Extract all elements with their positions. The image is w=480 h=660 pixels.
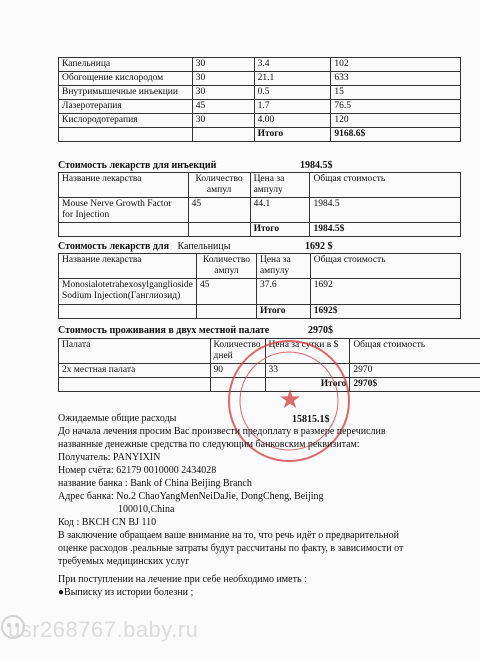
cell-procedure: Капельница [59, 58, 193, 72]
total-label: Итого [254, 128, 331, 142]
expected-expenses-label: Ожидаемые общие расходы [58, 413, 177, 424]
recipient: Получатель: PANYIXIN [58, 452, 161, 463]
cell-price: 33 [265, 364, 350, 378]
cell-quantity: 45 [196, 279, 256, 305]
cell-price: 44.1 [250, 198, 310, 223]
procedures-row [59, 58, 461, 72]
note-line-2: оценке расходов .реальные затраты будут рассчитаны по факту, в зависимости от [58, 543, 404, 554]
injections-header-row [59, 173, 461, 198]
cell-days: 45 [192, 100, 254, 114]
cell-drug-name: Mouse Nerve Growth Factor for Injection [59, 198, 189, 223]
total-value: 1984.5$ [310, 223, 461, 237]
cell-procedure: Лазеротерапия [59, 100, 193, 114]
bank-address-1: Адрес банка: No.2 ChaoYangMenNeiDaJie, DongCheng, Beijing [58, 491, 324, 502]
drip-section-title: Стоимость лекарств для Капельницы [58, 241, 231, 252]
cell-days: 30 [192, 72, 254, 86]
header-quantity: Количество ампул [196, 254, 256, 279]
cell-total: 1692 [310, 279, 460, 305]
header-total: Общая стоимость [310, 173, 461, 198]
total-label: Итого [265, 378, 350, 392]
procedures-total-row [59, 128, 461, 142]
header-price-per-day: Цена за сутки в $ [265, 339, 350, 364]
header-drug-name: Название лекарства [59, 173, 189, 198]
drip-total-row [59, 305, 461, 319]
procedures-row [59, 72, 461, 86]
injections-total-row [59, 223, 461, 237]
cell-price: 3.4 [254, 58, 331, 72]
drip-table [58, 253, 461, 319]
total-label: Итого [250, 223, 310, 237]
cell-price: 37.6 [256, 279, 310, 305]
injections-section-amount: 1984.5$ [300, 160, 333, 171]
procedures-row [59, 114, 461, 128]
header-quantity: Количество ампул [188, 173, 250, 198]
cell-days: 90 [210, 364, 265, 378]
cell-price: 1.7 [254, 100, 331, 114]
ward-section-amount: 2970$ [308, 325, 333, 336]
cell-total: 1984.5 [310, 198, 461, 223]
drip-header-row [59, 254, 461, 279]
bank-address-2: 100010,China [118, 504, 175, 515]
total-label: Итого [256, 305, 310, 319]
cell-total: 102 [331, 58, 461, 72]
stamp-star-icon: ★ [278, 385, 302, 414]
header-price: Цена за ампулу [250, 173, 310, 198]
cell-drug-name: Monosialotetrahexosylganglioside Sodium Injection(Ганглиозид) [59, 279, 197, 305]
header-drug-name: Название лекарства [59, 254, 197, 279]
total-value: 9168.6$ [331, 128, 461, 142]
bank-code: Код : BKCH CN BJ 110 [58, 517, 157, 528]
total-value: 2970$ [350, 378, 480, 392]
drip-row [59, 279, 461, 305]
header-price: Цена за ампулу [256, 254, 310, 279]
cell-total: 15 [331, 86, 461, 100]
requirement-bullet: ●Выписку из истории болезни ; [58, 587, 194, 598]
cell-ward: 2х местная палата [59, 364, 211, 378]
cell-days: 30 [192, 86, 254, 100]
note-line-3: требуемых медицинских услуг [58, 556, 190, 567]
header-ward: Палата [59, 339, 211, 364]
header-total: Общая стоимость [350, 339, 480, 364]
expected-expenses-value: 15815.1$ [292, 414, 330, 425]
header-total: Общая стоимость [310, 254, 460, 279]
cell-procedure: Кислородотерапия [59, 114, 193, 128]
procedures-row [59, 100, 461, 114]
ward-section-title: Стоимость проживания в двух местной палате [58, 325, 270, 336]
note-line-1: В заключение обращаем ваше внимание на то, что речь идёт о предварительной [58, 530, 399, 541]
cell-quantity: 45 [188, 198, 250, 223]
total-value: 1692$ [310, 305, 460, 319]
injections-section-title: Стоимость лекарств для инъекций [58, 160, 217, 171]
cell-procedure: Обогощение кислородом [59, 72, 193, 86]
cell-days: 30 [192, 114, 254, 128]
cell-total: 633 [331, 72, 461, 86]
header-days: Количество дней [210, 339, 265, 364]
procedures-row [59, 86, 461, 100]
watermark-text: usr268767.baby.ru [8, 617, 199, 642]
cell-total: 120 [331, 114, 461, 128]
cell-days: 30 [192, 58, 254, 72]
procedures-table [58, 57, 461, 142]
cell-total: 2970 [350, 364, 480, 378]
cell-price: 21.1 [254, 72, 331, 86]
arrival-requirements: При поступлении на лечение при себе необходимо иметь : [58, 574, 307, 585]
bank-name: название банка : Bank of China Beijing Branch [58, 478, 252, 489]
drip-section-amount: 1692 $ [305, 241, 333, 252]
prepayment-line-1: До начала лечения просим Вас произвести предоплату в размере перечислив [58, 426, 386, 437]
cell-price: 0.5 [254, 86, 331, 100]
cell-price: 4.00 [254, 114, 331, 128]
account-number: Номер счёта: 62179 0010000 2434028 [58, 465, 217, 476]
cell-procedure: Внутримышечные инъекции [59, 86, 193, 100]
injections-table [58, 172, 461, 237]
prepayment-line-2: названные денежные средства по следующим банковским реквизитам: [58, 439, 360, 450]
cell-total: 76.5 [331, 100, 461, 114]
injections-row [59, 198, 461, 223]
